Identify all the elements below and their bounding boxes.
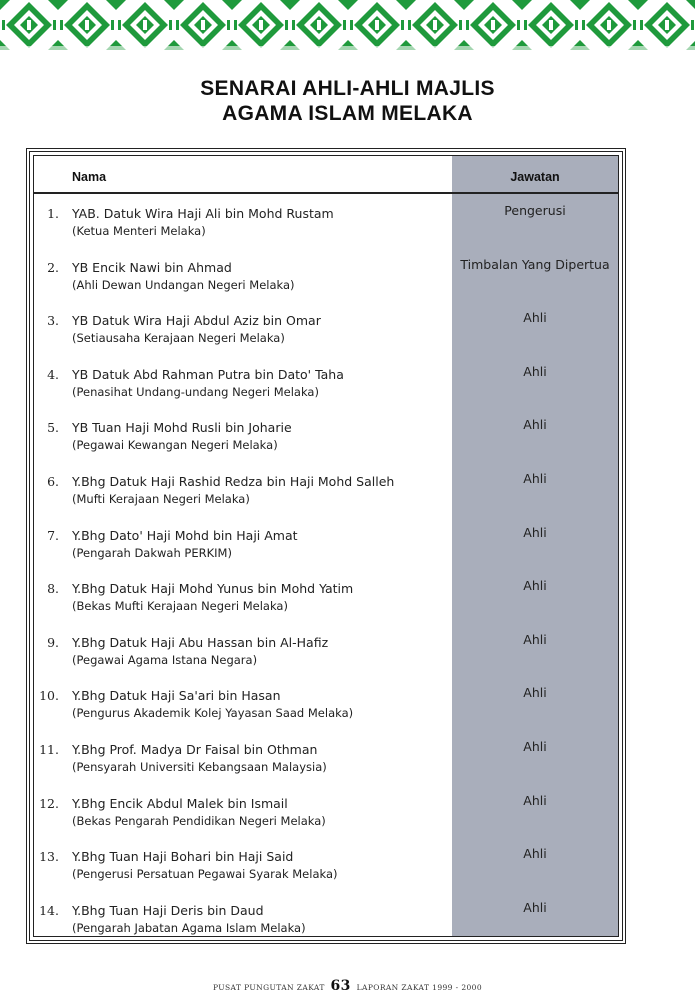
member-name: Y.Bhg Prof. Madya Dr Faisal bin Othman xyxy=(72,742,318,757)
member-position-note: (Pegawai Agama Istana Negara) xyxy=(72,652,258,667)
member-row xyxy=(34,846,618,903)
page-number: 63 xyxy=(330,978,351,994)
member-jawatan: Ahli xyxy=(523,899,547,915)
member-jawatan: Ahli xyxy=(523,792,547,808)
member-jawatan: Ahli xyxy=(523,363,547,379)
member-name: Y.Bhg Tuan Haji Deris bin Daud xyxy=(72,902,264,918)
member-name: YB Tuan Haji Mohd Rusli bin Joharie xyxy=(72,420,292,436)
member-position-note: (Bekas Mufti Kerajaan Negeri Melaka) xyxy=(72,599,288,614)
member-name: Y.Bhg Datuk Haji Rashid Redza bin Haji Mohd Salleh xyxy=(72,474,395,489)
member-row xyxy=(34,203,618,260)
member-name: YB Datuk Wira Haji Abdul Aziz bin Omar xyxy=(72,313,321,329)
member-jawatan: Ahli xyxy=(523,524,547,540)
member-row xyxy=(34,310,618,367)
member-name: Y.Bhg Datuk Haji Sa'ari bin Hasan xyxy=(72,688,281,704)
member-jawatan: Pengerusi xyxy=(504,203,566,218)
member-position-note: (Setiausaha Kerajaan Negeri Melaka) xyxy=(72,331,285,346)
column-header-jawatan: Jawatan xyxy=(510,170,560,184)
decorative-banner xyxy=(0,0,695,50)
column-header-nama: Nama xyxy=(72,170,107,184)
page-footer xyxy=(0,978,695,994)
member-row xyxy=(34,899,618,957)
member-jawatan: Ahli xyxy=(523,417,547,433)
footer-left: PUSAT PUNGUTAN ZAKAT xyxy=(212,983,325,992)
member-row xyxy=(34,417,618,474)
member-position-note: (Ahli Dewan Undangan Negeri Melaka) xyxy=(72,277,295,292)
member-position-note: (Pengerusi Persatuan Pegawai Syarak Melaka) xyxy=(72,867,338,882)
member-jawatan: Ahli xyxy=(523,846,547,862)
member-number: 9. xyxy=(47,634,59,650)
member-number: 10. xyxy=(39,688,59,704)
member-row xyxy=(34,578,618,635)
member-jawatan: Ahli xyxy=(523,739,547,754)
header-divider xyxy=(34,192,618,194)
member-number: 6. xyxy=(47,474,59,489)
member-number: 4. xyxy=(47,366,59,382)
member-position-note: (Penasihat Undang-undang Negeri Melaka) xyxy=(72,384,319,399)
member-name: Y.Bhg Encik Abdul Malek bin Ismail xyxy=(72,795,288,811)
member-name: YAB. Datuk Wira Haji Ali bin Mohd Rustam xyxy=(72,206,334,221)
member-row xyxy=(34,256,618,314)
member-number: 7. xyxy=(47,527,59,543)
member-jawatan: Ahli xyxy=(523,310,547,326)
member-number: 13. xyxy=(39,849,59,865)
member-position-note: (Pengarah Jabatan Agama Islam Melaka) xyxy=(72,920,306,935)
member-jawatan: Timbalan Yang Dipertua xyxy=(460,256,610,272)
member-row xyxy=(34,524,618,582)
member-row xyxy=(34,685,618,742)
member-number: 8. xyxy=(47,581,59,597)
member-number: 14. xyxy=(39,902,59,918)
page-title-line1: SENARAI AHLI-AHLI MAJLIS xyxy=(200,77,495,100)
member-position-note: (Bekas Pengarah Pendidikan Negeri Melaka) xyxy=(72,813,326,828)
member-number: 3. xyxy=(47,313,59,329)
page-title-line2: AGAMA ISLAM MELAKA xyxy=(222,102,473,125)
member-name: Y.Bhg Datuk Haji Mohd Yunus bin Mohd Yatim xyxy=(72,581,354,597)
member-jawatan: Ahli xyxy=(523,631,547,647)
members-table-inner xyxy=(33,155,619,937)
member-position-note: (Mufti Kerajaan Negeri Melaka) xyxy=(72,492,250,506)
member-name: YB Datuk Abd Rahman Putra bin Dato' Taha xyxy=(72,366,344,382)
page-title xyxy=(0,76,695,126)
member-jawatan: Ahli xyxy=(523,471,547,486)
member-number: 11. xyxy=(39,742,59,757)
member-position-note: (Pengurus Akademik Kolej Yayasan Saad Melaka) xyxy=(72,706,354,721)
member-name: YB Encik Nawi bin Ahmad xyxy=(72,259,232,275)
members-table xyxy=(26,148,626,944)
member-number: 5. xyxy=(47,420,59,436)
footer-right: LAPORAN ZAKAT 1999 - 2000 xyxy=(356,983,483,992)
member-number: 1. xyxy=(47,206,59,221)
member-row xyxy=(34,471,618,528)
member-jawatan: Ahli xyxy=(523,578,547,594)
member-row xyxy=(34,631,618,689)
member-row xyxy=(34,363,618,421)
member-number: 12. xyxy=(39,795,59,811)
member-number: 2. xyxy=(47,259,59,275)
member-position-note: (Ketua Menteri Melaka) xyxy=(72,224,206,238)
member-name: Y.Bhg Dato' Haji Mohd bin Haji Amat xyxy=(72,527,298,543)
member-row xyxy=(34,739,618,796)
member-position-note: (Pensyarah Universiti Kebangsaan Malaysia) xyxy=(72,760,327,774)
member-name: Y.Bhg Datuk Haji Abu Hassan bin Al-Hafiz xyxy=(72,634,329,650)
member-position-note: (Pegawai Kewangan Negeri Melaka) xyxy=(72,438,278,453)
member-jawatan: Ahli xyxy=(523,685,547,701)
member-position-note: (Pengarah Dakwah PERKIM) xyxy=(72,545,232,560)
member-row xyxy=(34,792,618,850)
member-name: Y.Bhg Tuan Haji Bohari bin Haji Said xyxy=(72,849,294,865)
